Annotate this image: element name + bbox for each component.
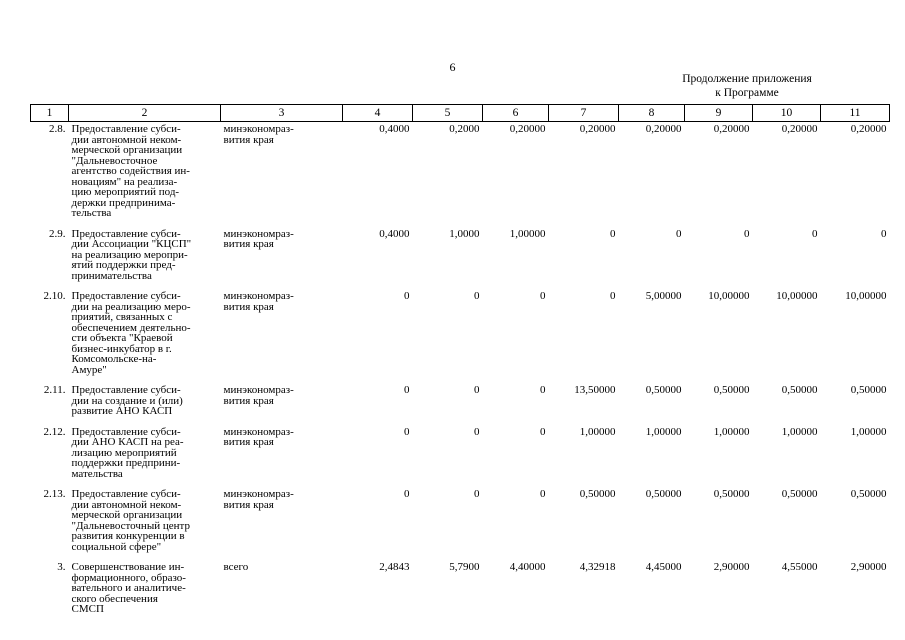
value-cell: 1,00000 (509, 227, 546, 240)
value-cell: 0,50000 (579, 488, 616, 500)
value-cell: 0 (404, 290, 410, 302)
value-cell: 0,20000 (850, 123, 887, 135)
col-header: 10 (753, 105, 821, 122)
value-cell: 4,32918 (579, 561, 616, 573)
value-cell: 4,40000 (509, 561, 546, 573)
col-header: 7 (549, 105, 619, 122)
value-cell: 0 (474, 384, 480, 396)
table-row (31, 227, 890, 290)
row-number: 3. (57, 561, 66, 573)
col-header: 6 (483, 105, 549, 122)
value-cell: 0 (404, 384, 410, 396)
col-header: 4 (343, 105, 413, 122)
row-executor: минэкономраз- вития края (223, 384, 294, 407)
value-cell: 0,20000 (579, 123, 616, 135)
row-executor: всего (223, 561, 249, 573)
row-description: Предоставление субси- дии автономной неком- мерческой организации "Дальневосточный центр развития конкуренции в социальной сфере" (71, 488, 190, 553)
value-cell: 0 (540, 488, 546, 500)
value-cell: 1,00000 (850, 425, 887, 438)
value-cell: 1,00000 (713, 425, 750, 438)
col-header: 8 (619, 105, 685, 122)
page-number: 6 (449, 60, 456, 74)
value-cell: 0 (812, 227, 818, 240)
table-row (31, 289, 890, 383)
value-cell: 0,50000 (713, 488, 750, 500)
row-number: 2.13. (43, 488, 66, 500)
value-cell: 1,00000 (645, 425, 682, 438)
table-row (31, 122, 890, 227)
value-cell: 4,55000 (781, 561, 818, 573)
table-row (31, 487, 890, 560)
value-cell: 0,50000 (850, 384, 887, 396)
value-cell: 4,45000 (645, 561, 682, 573)
value-cell: 2,90000 (850, 561, 887, 573)
value-cell: 10,00000 (708, 290, 750, 302)
value-cell: 0,50000 (713, 384, 750, 396)
row-executor: минэкономраз- вития края (223, 123, 294, 146)
table-row (31, 383, 890, 425)
col-header: 3 (221, 105, 343, 122)
value-cell: 0 (610, 290, 616, 302)
value-cell: 0,50000 (850, 488, 887, 500)
value-cell: 1,00000 (579, 425, 616, 438)
value-cell: 0 (881, 227, 887, 240)
row-description: Предоставление субси- дии на создание и (или) развитие АНО КАСП (71, 384, 183, 417)
value-cell: 0 (474, 290, 480, 302)
value-cell: 0,4000 (379, 227, 410, 240)
col-header: 1 (31, 105, 69, 122)
value-cell: 0 (404, 488, 410, 500)
value-cell: 0,50000 (645, 488, 682, 500)
value-cell: 5,00000 (645, 290, 682, 302)
value-cell: 0,20000 (509, 123, 546, 135)
value-cell: 0,20000 (645, 123, 682, 135)
value-cell: 10,00000 (776, 290, 818, 302)
value-cell: 0,20000 (781, 123, 818, 135)
value-cell: 2,90000 (713, 561, 750, 573)
value-cell: 0,20000 (713, 123, 750, 135)
col-header: 11 (821, 105, 890, 122)
value-cell: 13,50000 (574, 384, 616, 396)
value-cell: 0 (404, 425, 410, 438)
value-cell: 2,4843 (379, 561, 410, 573)
value-cell: 0,50000 (781, 488, 818, 500)
row-executor: минэкономраз- вития края (223, 227, 294, 250)
table-row (31, 425, 890, 488)
value-cell: 5,7900 (449, 561, 480, 573)
row-executor: минэкономраз- вития края (223, 425, 294, 448)
value-cell: 1,00000 (781, 425, 818, 438)
value-cell: 0 (744, 227, 750, 240)
row-description: Предоставление субси- дии Ассоциации "КЦСП" на реализацию меропри- ятий поддержки пред- принимательства (71, 227, 192, 282)
value-cell: 0 (610, 227, 616, 240)
table-row (31, 560, 890, 623)
row-number: 2.11. (43, 384, 66, 396)
col-header: 2 (69, 105, 221, 122)
row-executor: минэкономраз- вития края (223, 290, 294, 313)
col-header: 5 (413, 105, 483, 122)
row-description: Предоставление субси- дии автономной неком- мерческой организации "Дальневосточное агентство содействия ин- новациям" на реализа- цию мероприятий под- держки предпринима- тельства (71, 123, 190, 219)
continuation-note: Продолжение приложения к Программе (682, 73, 812, 99)
header-row (31, 105, 890, 122)
col-header: 9 (685, 105, 753, 122)
value-cell: 0,50000 (645, 384, 682, 396)
value-cell: 0 (474, 425, 480, 438)
value-cell: 0,4000 (379, 123, 410, 135)
value-cell: 0 (676, 227, 682, 240)
value-cell: 0 (474, 488, 480, 500)
row-description: Совершенствование ин- формационного, образо- вательного и аналитиче- ского обеспечения СМСП (71, 561, 186, 615)
row-number: 2.8. (49, 123, 66, 135)
row-description: Предоставление субси- дии АНО КАСП на реа- лизацию мероприятий поддержки предприни- мательства (71, 425, 184, 480)
row-number: 2.12. (43, 425, 66, 438)
row-description: Предоставление субси- дии на реализацию меро- приятий, связанных с обеспечением деятельно- сти объекта "Краевой бизнес-инкубатор в г. Комсомольске-на- Амуре" (71, 290, 191, 376)
value-cell: 0 (540, 425, 546, 438)
value-cell: 10,00000 (845, 290, 887, 302)
row-number: 2.9. (49, 227, 66, 240)
budget-table (30, 104, 890, 623)
value-cell: 0,2000 (449, 123, 480, 135)
value-cell: 0 (540, 290, 546, 302)
value-cell: 0 (540, 384, 546, 396)
row-executor: минэкономраз- вития края (223, 488, 294, 511)
value-cell: 1,0000 (449, 227, 480, 240)
value-cell: 0,50000 (781, 384, 818, 396)
row-number: 2.10. (43, 290, 66, 302)
